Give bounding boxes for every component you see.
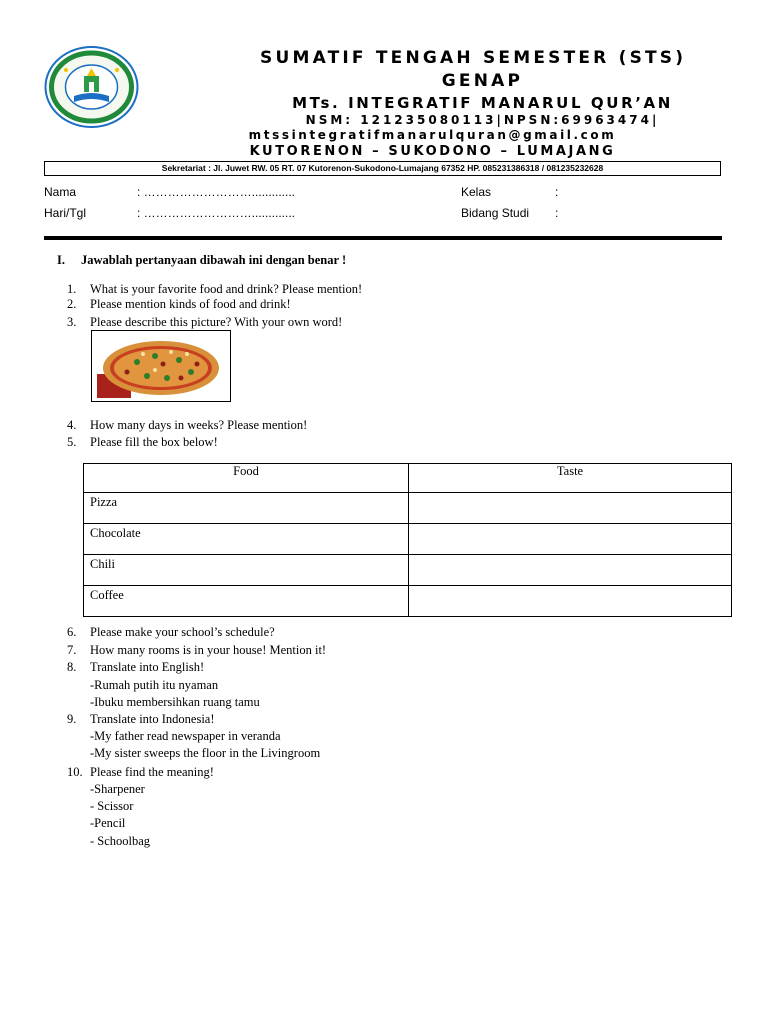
food-cell: Chili xyxy=(84,555,409,586)
question-text: Please fill the box below! xyxy=(90,435,218,449)
nama-label: Nama xyxy=(44,185,77,199)
question-text: Please mention kinds of food and drink! xyxy=(90,297,291,311)
vocab-item: -Pencil xyxy=(90,816,126,830)
school-logo xyxy=(44,46,139,128)
bidang-studi-label: Bidang Studi xyxy=(461,206,530,220)
vocab-item: -Sharpener xyxy=(90,782,145,796)
school-email: mtssintegratifmanarulquran@gmail.com xyxy=(248,128,617,142)
question-text: What is your favorite food and drink? Please mention! xyxy=(90,282,363,296)
question-number: 6. xyxy=(67,625,77,639)
question-number: 1. xyxy=(67,282,77,296)
question-text: How many rooms is in your house! Mention it! xyxy=(90,643,327,657)
translate-item: -My father read newspaper in veranda xyxy=(90,729,281,743)
table-row xyxy=(84,493,732,524)
taste-cell[interactable] xyxy=(409,524,732,555)
bidang-studi-field[interactable]: : xyxy=(555,206,559,220)
vocab-item: - Schoolbag xyxy=(90,834,151,848)
kelas-field[interactable]: : xyxy=(555,185,559,199)
taste-cell[interactable] xyxy=(409,586,732,617)
header-divider xyxy=(44,236,722,240)
question-text: Translate into English! xyxy=(90,660,205,674)
question-number: 4. xyxy=(67,418,77,432)
section-heading xyxy=(57,253,346,268)
food-column-header: Food xyxy=(84,464,409,493)
vocab-item: - Scissor xyxy=(90,799,134,813)
question-number: 5. xyxy=(67,435,77,449)
table-row xyxy=(84,555,732,586)
nama-field[interactable]: : ………………………............. xyxy=(137,185,296,199)
question-text: Please describe this picture? With your own word! xyxy=(90,315,343,329)
taste-column-header: Taste xyxy=(409,464,732,493)
question-text: Translate into Indonesia! xyxy=(90,712,215,726)
food-cell: Coffee xyxy=(84,586,409,617)
exam-semester: GENAP xyxy=(441,71,524,91)
secretariat-box: Sekretariat : Jl. Juwet RW. 05 RT. 07 Kutorenon-Sukodono-Lumajang 67352 HP. 085231386318 / 081235232628 xyxy=(44,161,721,176)
haritgl-field[interactable]: : ………………………............. xyxy=(137,206,296,220)
question-text: Please make your school’s schedule? xyxy=(90,625,275,639)
school-name: MTs. INTEGRATIF MANARUL QUR’AN xyxy=(292,94,673,112)
translate-item: -My sister sweeps the floor in the Livingroom xyxy=(90,746,321,760)
taste-cell[interactable] xyxy=(409,493,732,524)
question-number: 8. xyxy=(67,660,77,674)
food-taste-table xyxy=(83,463,732,617)
question-number: 7. xyxy=(67,643,77,657)
food-cell: Pizza xyxy=(84,493,409,524)
question-text: Please find the meaning! xyxy=(90,765,214,779)
nsm-npsn: NSM: 121235080113|NPSN:69963474| xyxy=(305,113,660,127)
kelas-label: Kelas xyxy=(461,185,492,199)
question-number: 9. xyxy=(67,712,77,726)
food-cell: Chocolate xyxy=(84,524,409,555)
haritgl-label: Hari/Tgl xyxy=(44,206,87,220)
school-address: KUTORENON – SUKODONO – LUMAJANG xyxy=(249,144,616,159)
question-number: 2. xyxy=(67,297,77,311)
translate-item: -Rumah putih itu nyaman xyxy=(90,678,219,692)
translate-item: -Ibuku membersihkan ruang tamu xyxy=(90,695,260,709)
question-number: 3. xyxy=(67,315,77,329)
question-number: 10. xyxy=(67,765,83,779)
taste-cell[interactable] xyxy=(409,555,732,586)
section-number: I. xyxy=(57,253,65,267)
exam-title: SUMATIF TENGAH SEMESTER (STS) xyxy=(260,48,687,68)
pizza-picture xyxy=(91,330,231,402)
question-text: How many days in weeks? Please mention! xyxy=(90,418,308,432)
table-row xyxy=(84,524,732,555)
table-header-row xyxy=(84,464,732,493)
section-instruction: Jawablah pertanyaan dibawah ini dengan benar ! xyxy=(81,253,347,267)
table-row xyxy=(84,586,732,617)
